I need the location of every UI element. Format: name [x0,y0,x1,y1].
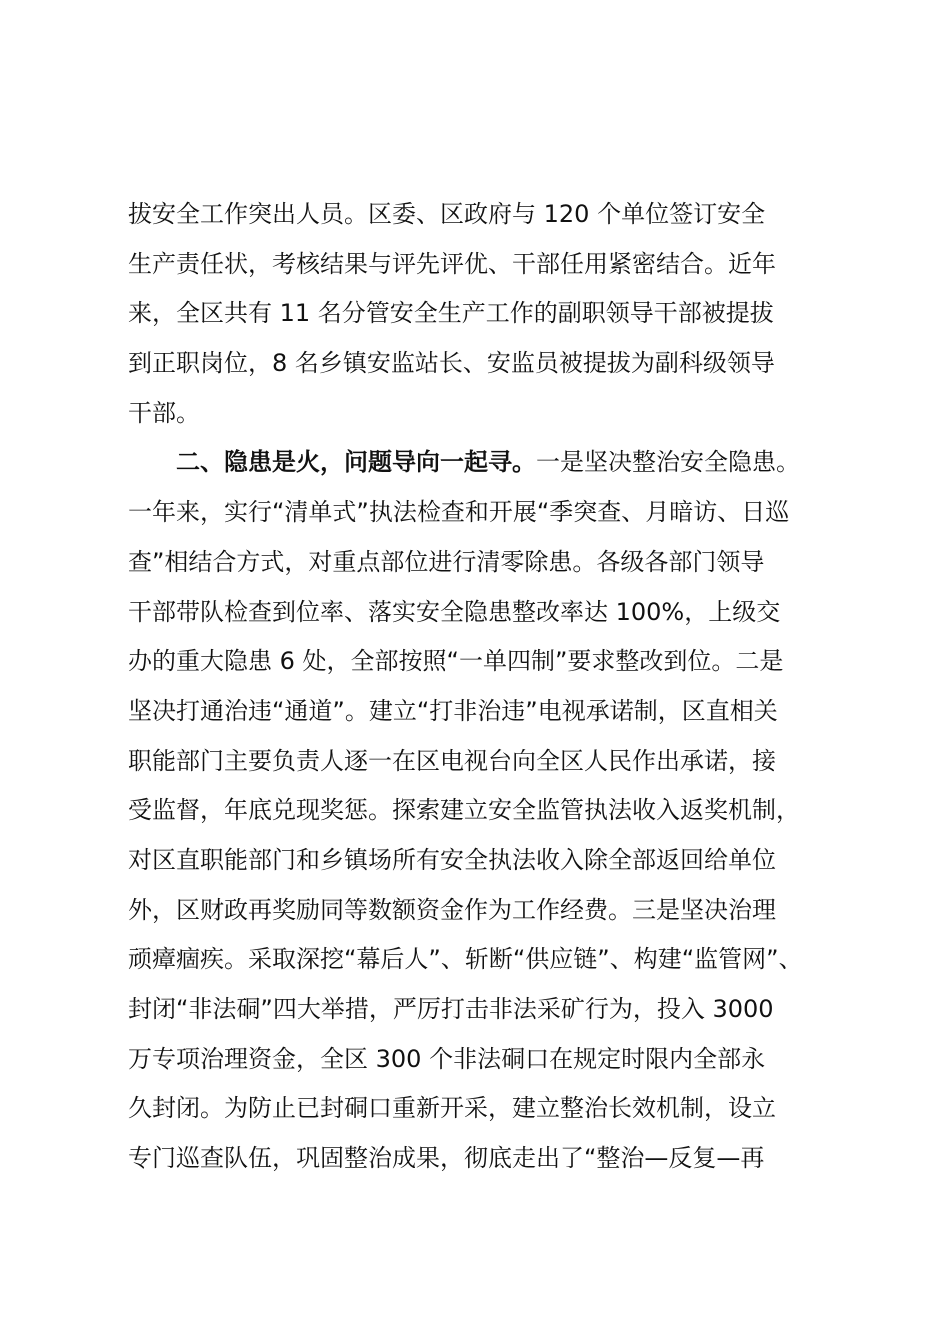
text-line: 顽瘴痼疾。采取深挖“幕后人”、斩断“供应链”、构建“监管网”、 [128,945,803,974]
text-line: 查”相结合方式，对重点部位进行清零除患。各级各部门领导 [128,547,765,576]
text-line: 办的重大隐患 6 处，全部按照“一单四制”要求整改到位。二是 [128,647,784,676]
text-line: 干部带队检查到位率、落实安全隐患整改率达 100%，上级交 [128,597,781,626]
text-line: 封闭“非法硐”四大举措，严厉打击非法采矿行为，投入 3000 [128,995,774,1023]
section-heading: 二、隐患是火，问题导向一起寻。 [176,448,536,477]
text-line: 生产责任状，考核结果与评先评优、干部任用紧密结合。近年 [128,249,776,278]
paragraph-2 [128,438,828,1183]
text-line: 到正职岗位，8 名乡镇安监站长、安监员被提拔为副科级领导 [128,349,775,378]
text-line: 职能部门主要负责人逐一在区电视台向全区人民作出承诺，接 [128,746,776,775]
text-line: 坚决打通治违“通道”。建立“打非治违”电视承诺制，区直相关 [128,696,778,725]
text-line: 万专项治理资金，全区 300 个非法硐口在规定时限内全部永 [128,1044,766,1073]
document-body [128,190,828,1184]
paragraph-first-line [128,438,828,488]
text-line: 外，区财政再奖励同等数额资金作为工作经费。三是坚决治理 [128,895,776,924]
text-line: 受监督，年底兑现奖惩。探索建立安全监管执法收入返奖机制， [128,796,800,825]
paragraph-1 [128,190,828,438]
text-line: 专门巡查队伍，巩固整治成果，彻底走出了“整治—反复—再 [128,1144,765,1173]
text-line: 拔安全工作突出人员。区委、区政府与 120 个单位签订安全 [128,200,766,228]
text-line: 久封闭。为防止已封硐口重新开采，建立整治长效机制，设立 [128,1094,776,1123]
text-segment: 一是坚决整治安全隐患。 [536,448,800,477]
text-line: 一年来，实行“清单式”执法检查和开展“季突查、月暗访、日巡 [128,498,790,527]
text-line: 干部。 [128,398,200,427]
text-line: 对区直职能部门和乡镇场所有安全执法收入除全部返回给单位 [128,845,776,874]
text-line: 来，全区共有 11 名分管安全生产工作的副职领导干部被提拔 [128,299,774,328]
